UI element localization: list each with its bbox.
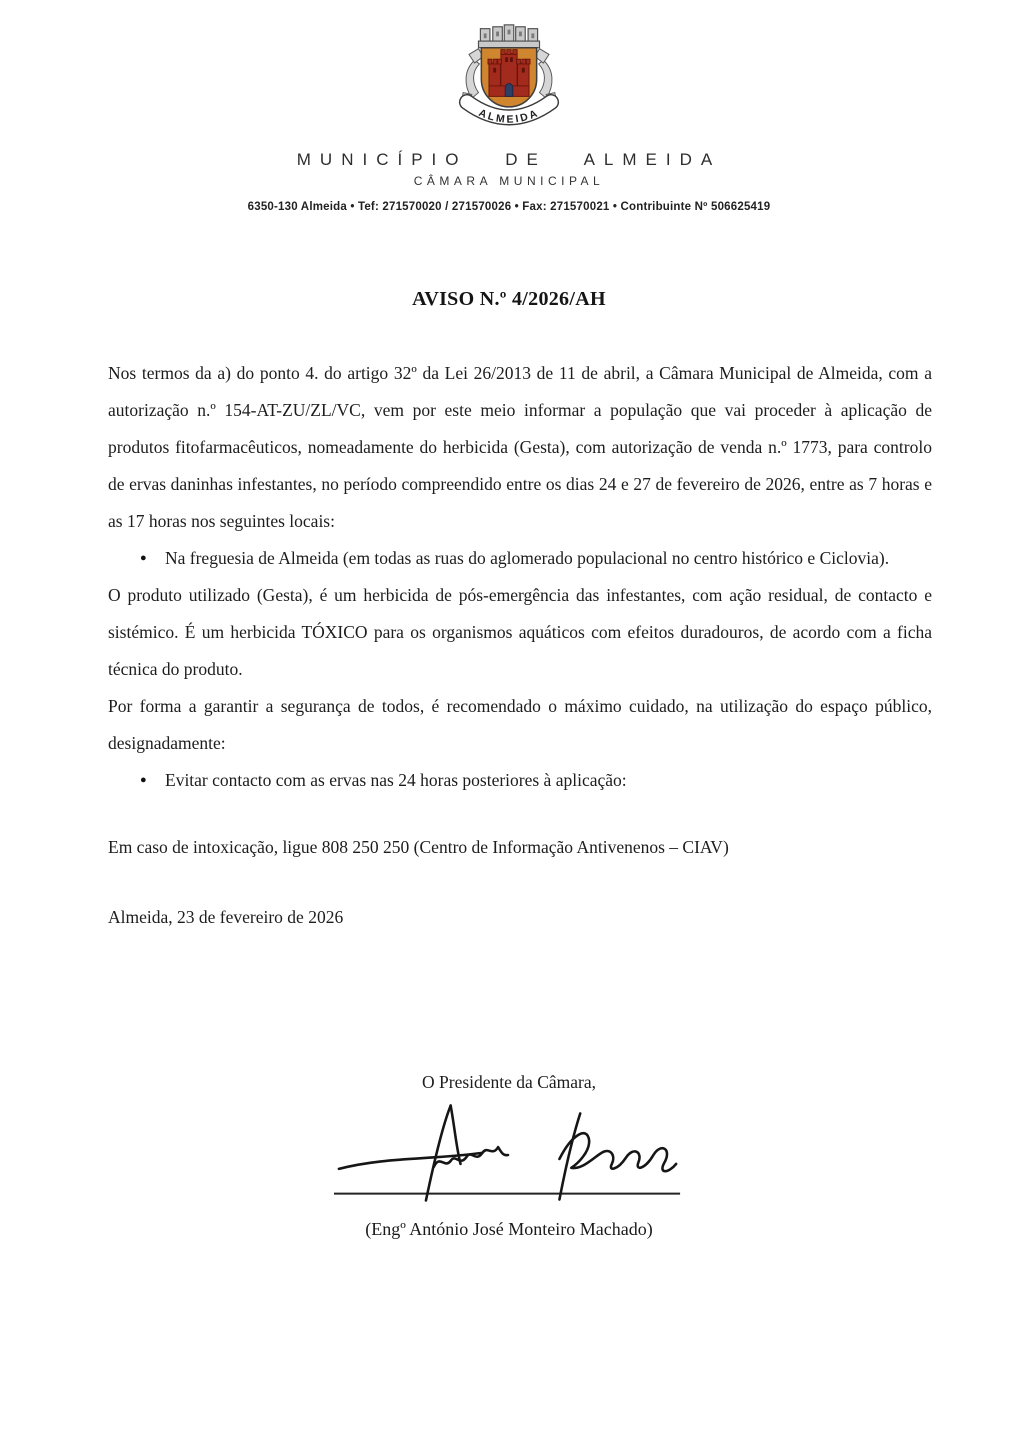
paragraph-product: O produto utilizado (Gesta), é um herbicida de pós-emergência das infestantes, com ação residual, de contacto e sistémico. É um herbicida TÓXICO para os organismos aquáticos com efeitos duradouros, de acordo com a ficha técnica do produto. (108, 585, 932, 679)
signature-block (0, 1072, 1018, 1258)
almeida-coat-of-arms-icon (436, 22, 582, 146)
precautions-list (108, 762, 932, 799)
paragraph-intro: Nos termos da a) do ponto 4. do artigo 32º da Lei 26/2013 de 11 de abril, a Câmara Municipal de Almeida, com a autorização n.º 154-AT-ZU/ZL/VC, vem por este meio informar a população que vai proceder à aplicação de produtos fitofarmacêuticos, nomeadamente do herbicida (Gesta), com autorização de venda n.º 1773, para controlo de ervas daninhas infestantes, no período compreendido entre os dias 24 e 27 de fevereiro de 2026, entre as 7 horas e as 17 horas nos seguintes locais: (108, 363, 932, 531)
list-item-precaution: ● Evitar contacto com as ervas nas 24 horas posteriores à aplicação: (108, 762, 932, 799)
locations-list (108, 540, 932, 577)
contact-line: 6350-130 Almeida • Tef: 271570020 / 271570026 • Fax: 271570021 • Contribuinte Nº 506625419 (247, 201, 771, 213)
paragraph-safety: Por forma a garantir a segurança de todos, é recomendado o máximo cuidado, na utilização do espaço público, designadamente: (108, 696, 932, 753)
signature-name: (Engº António José Monteiro Machado) (365, 1219, 653, 1239)
date-place-line: Almeida, 23 de fevereiro de 2026 (108, 907, 344, 927)
notice-title: AVISO N.º 4/2026/AH (412, 288, 606, 310)
org-name: MUNICÍPIO DE ALMEIDA (296, 150, 722, 169)
notice-body (108, 355, 932, 936)
crest-banner-label: ALMEIDA (476, 107, 542, 126)
poison-center-line: Em caso de intoxicação, ligue 808 250 250 (Centro de Informação Antivenenos – CIAV) (108, 837, 729, 857)
signature-title: O Presidente da Câmara, (422, 1072, 596, 1092)
list-item-location: ● Na freguesia de Almeida (em todas as ruas do aglomerado populacional no centro histórico e Ciclovia). (108, 540, 932, 577)
signature-icon (331, 1097, 687, 1215)
header-crest (0, 22, 1018, 151)
org-subtitle: CÂMARA MUNICIPAL (413, 174, 605, 188)
